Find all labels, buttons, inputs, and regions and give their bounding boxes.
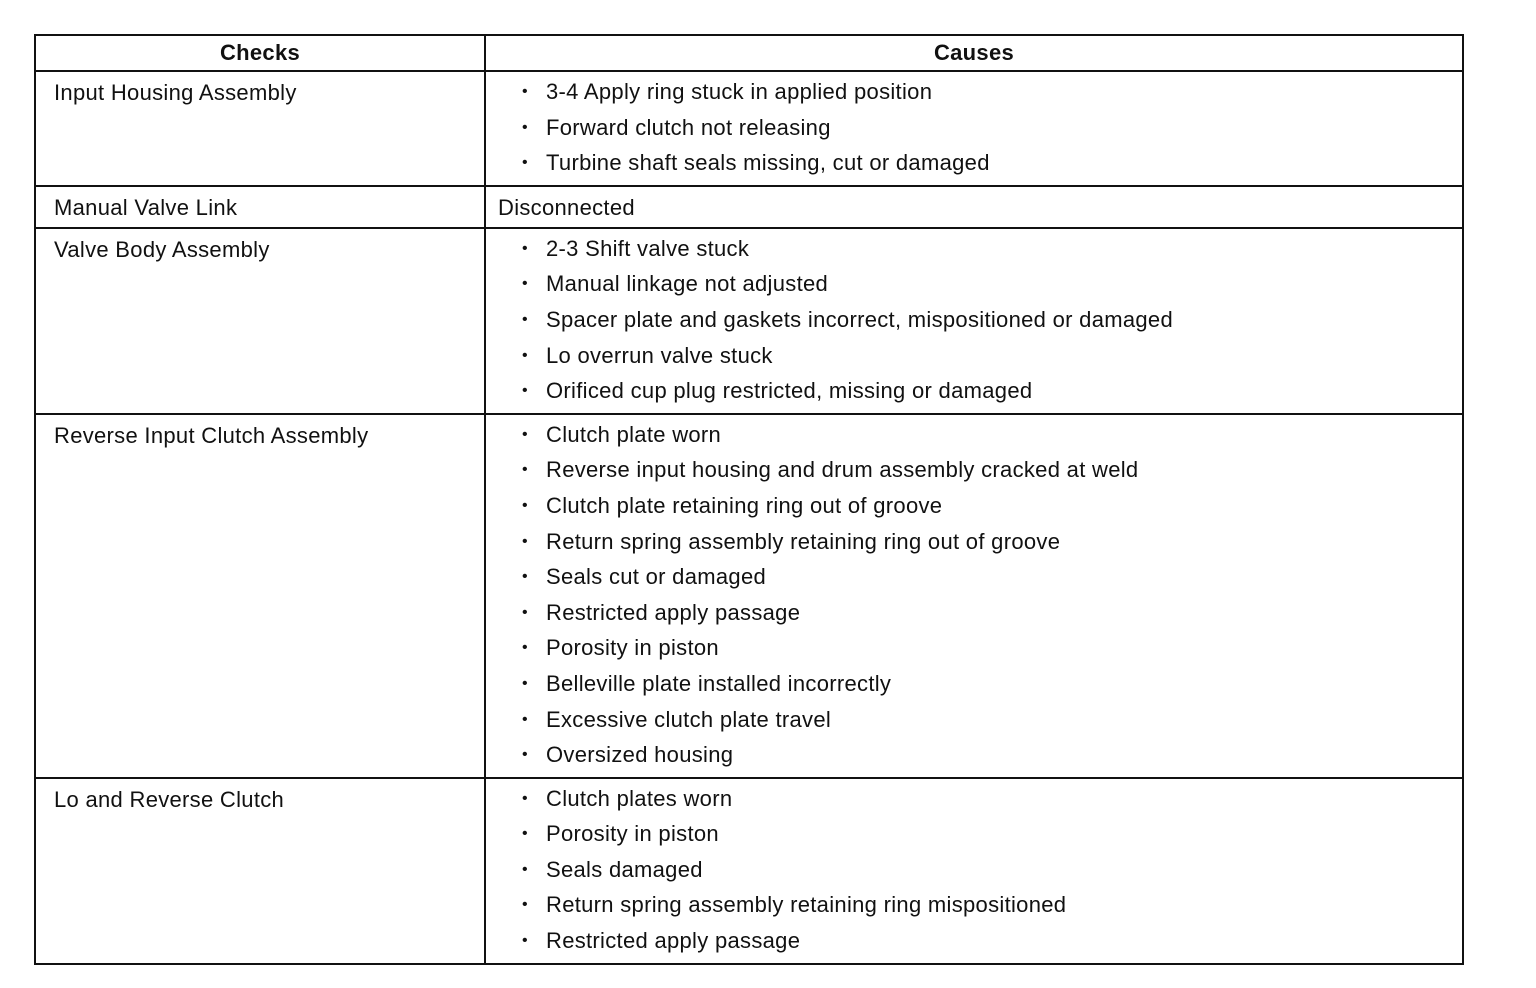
cause-list — [486, 781, 1462, 959]
cause-item — [486, 559, 1462, 595]
cause-text: Manual linkage not adjusted — [546, 271, 829, 297]
cause-item — [486, 488, 1462, 524]
bullet-icon: • — [522, 496, 528, 514]
cause-item — [486, 302, 1462, 338]
cause-item — [486, 266, 1462, 302]
bullet-icon: • — [522, 932, 528, 950]
cause-text: Turbine shaft seals missing, cut or damaged — [546, 150, 990, 176]
cause-item — [486, 373, 1462, 409]
bullet-icon: • — [522, 425, 528, 443]
cause-text: Disconnected — [485, 186, 1463, 228]
bullet-icon: • — [522, 532, 528, 550]
bullet-icon: • — [522, 118, 528, 136]
cause-list — [486, 74, 1462, 181]
check-cell: Valve Body Assembly — [35, 228, 485, 414]
cause-text: Clutch plate retaining ring out of groove — [546, 492, 943, 518]
bullet-icon: • — [522, 275, 528, 293]
bullet-icon: • — [522, 746, 528, 764]
cause-item — [486, 923, 1462, 959]
cause-text: Return spring assembly retaining ring out of groove — [546, 528, 1061, 554]
cause-item — [486, 737, 1462, 773]
checks-header: Checks — [35, 35, 485, 71]
cause-item — [486, 781, 1462, 817]
cause-item — [486, 74, 1462, 110]
cause-text: Return spring assembly retaining ring mispositioned — [546, 892, 1067, 918]
bullet-icon: • — [522, 239, 528, 257]
cause-text: Orificed cup plug restricted, missing or damaged — [546, 378, 1033, 404]
cause-text: Restricted apply passage — [546, 928, 801, 954]
cause-text: Seals damaged — [546, 856, 703, 882]
cause-text: Forward clutch not releasing — [546, 114, 831, 140]
cause-item — [486, 630, 1462, 666]
cause-item — [486, 145, 1462, 181]
cause-item — [486, 887, 1462, 923]
bullet-icon: • — [522, 639, 528, 657]
bullet-icon: • — [522, 603, 528, 621]
table-row — [35, 778, 1463, 964]
check-cell: Reverse Input Clutch Assembly — [35, 414, 485, 778]
cause-text: Clutch plates worn — [546, 785, 733, 811]
cause-item — [486, 338, 1462, 374]
bullet-icon: • — [522, 896, 528, 914]
diagnosis-table — [34, 34, 1464, 965]
cause-item — [486, 452, 1462, 488]
table-row — [35, 414, 1463, 778]
cause-item — [486, 231, 1462, 267]
bullet-icon: • — [522, 568, 528, 586]
cause-text: Excessive clutch plate travel — [546, 706, 832, 732]
causes-cell — [485, 71, 1463, 186]
check-cell: Manual Valve Link — [35, 186, 485, 228]
cause-item — [486, 852, 1462, 888]
cause-text: 3-4 Apply ring stuck in applied position — [546, 79, 933, 104]
bullet-icon: • — [522, 310, 528, 328]
bullet-icon: • — [522, 461, 528, 479]
table-row — [35, 186, 1463, 228]
cause-item — [486, 816, 1462, 852]
cause-list — [486, 231, 1462, 409]
cause-text: Lo overrun valve stuck — [546, 342, 773, 368]
cause-item — [486, 666, 1462, 702]
table-row — [35, 71, 1463, 186]
cause-text: Oversized housing — [546, 742, 734, 768]
cause-item — [486, 524, 1462, 560]
cause-item — [486, 702, 1462, 738]
cause-text: Clutch plate worn — [546, 421, 722, 447]
bullet-icon: • — [522, 382, 528, 400]
bullet-icon: • — [522, 710, 528, 728]
cause-text: Spacer plate and gaskets incorrect, mispositioned or damaged — [546, 306, 1174, 332]
table-row — [35, 228, 1463, 414]
bullet-icon: • — [522, 346, 528, 364]
cause-text: 2-3 Shift valve stuck — [546, 235, 750, 261]
check-cell: Input Housing Assembly — [35, 71, 485, 186]
cause-text: Seals cut or damaged — [546, 564, 767, 590]
bullet-icon: • — [522, 860, 528, 878]
cause-text: Restricted apply passage — [546, 599, 801, 625]
cause-text: Reverse input housing and drum assembly cracked at weld — [546, 457, 1139, 483]
check-cell: Lo and Reverse Clutch — [35, 778, 485, 964]
bullet-icon: • — [522, 83, 528, 100]
cause-item — [486, 595, 1462, 631]
header-row — [35, 35, 1463, 71]
bullet-icon: • — [522, 674, 528, 692]
causes-header: Causes — [485, 35, 1463, 71]
cause-item — [486, 417, 1462, 453]
bullet-icon: • — [522, 825, 528, 843]
cause-text: Porosity in piston — [546, 635, 719, 661]
bullet-icon: • — [522, 154, 528, 172]
causes-cell — [485, 228, 1463, 414]
cause-list — [486, 417, 1462, 773]
causes-cell — [485, 778, 1463, 964]
cause-item — [486, 110, 1462, 146]
bullet-icon: • — [522, 789, 528, 807]
causes-cell — [485, 414, 1463, 778]
cause-text: Porosity in piston — [546, 821, 719, 847]
cause-text: Belleville plate installed incorrectly — [546, 670, 892, 696]
